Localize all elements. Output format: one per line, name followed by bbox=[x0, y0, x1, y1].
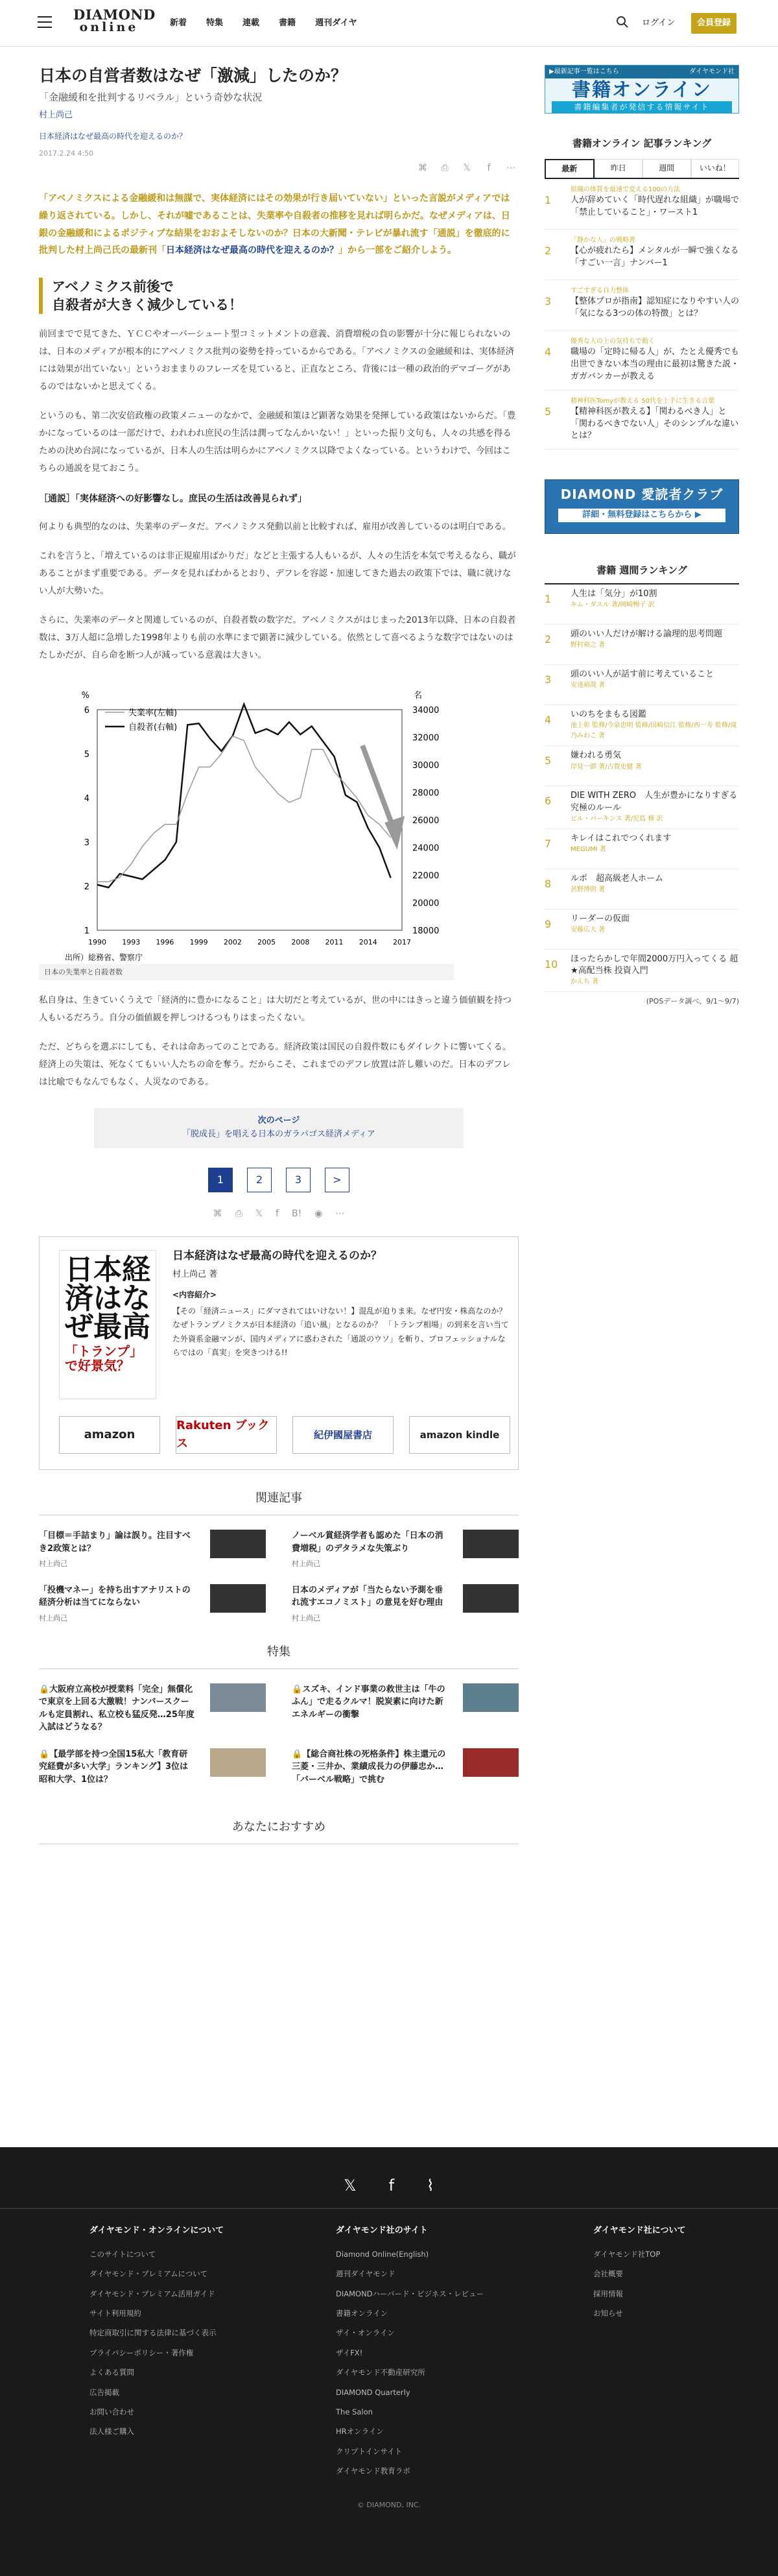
paragraph-3: 何よりも典型的なのは、失業率のデータだ。アベノミクス発動以前と比較すれば、雇用が改善しているのは明白である。 bbox=[39, 521, 512, 532]
related-author: 村上尚己 bbox=[39, 1559, 67, 1569]
y2-tick-label: 22000 bbox=[412, 871, 440, 881]
x-tick-label: 2011 bbox=[325, 937, 344, 946]
share-bar bbox=[39, 162, 519, 175]
pagination bbox=[39, 1168, 519, 1192]
footer-link[interactable]: HRオンライン bbox=[336, 2427, 384, 2437]
footer-col-head: ダイヤモンド・オンラインについて bbox=[89, 2226, 224, 2235]
copyright: © DIAMOND, INC. bbox=[357, 2501, 421, 2510]
book-info bbox=[172, 1247, 510, 1360]
banner-tag: 書籍編集者が発信する情報サイト bbox=[552, 101, 732, 114]
y-tick-label: 5 bbox=[84, 749, 89, 760]
weekly-list bbox=[545, 584, 739, 992]
related-list bbox=[39, 1530, 519, 1624]
lock-icon: 🔒 bbox=[39, 1684, 50, 1694]
footer-link[interactable]: ダイヤモンド不動産研究所 bbox=[336, 2368, 425, 2377]
ranking-title: 職場の「定時に帰る人」が、たとえ優秀でも出世できない本当の理由に最初は驚きた説・ガガバンカーが教える bbox=[571, 347, 740, 381]
ranking-item[interactable]: 2 「静かな人」の戦略書 【心が疲れたら】メンタルが一瞬で強くなる「すごい一言」ナンバー1 bbox=[545, 230, 739, 280]
weekly-item[interactable] bbox=[545, 950, 739, 992]
heading-line2: 自殺者が大きく減少している！ bbox=[52, 297, 242, 313]
footer-link[interactable]: ダイヤモンド・プレミアム活用ガイド bbox=[89, 2289, 215, 2298]
weekly-title: 人生は「気分」が10割 bbox=[571, 589, 657, 599]
heading-line1: アベノミクス前後で bbox=[52, 278, 174, 295]
unemployment-suicide-chart bbox=[39, 677, 493, 963]
feature-title: 大阪府立高校が授業料「完全」無償化で東京を上回る大激戦！ナンバースクールも定員割れ、私立校も猛反発…25年度入試はどうなる？ bbox=[39, 1684, 194, 1733]
weekly-item[interactable] bbox=[545, 665, 739, 705]
print-icon[interactable]: ⎙ bbox=[235, 1208, 242, 1219]
related-thumbnail bbox=[210, 1530, 266, 1558]
tab-yesterday[interactable]: 昨日 bbox=[595, 159, 643, 178]
chart-svg bbox=[39, 677, 493, 963]
footer-col-company bbox=[593, 2224, 778, 2327]
weekly-title: ルポ 超高級老人ホーム bbox=[571, 873, 664, 884]
article-date: 2017.2.24 4:50 bbox=[39, 149, 94, 158]
book-author: 村上尚己 著 bbox=[172, 1269, 218, 1279]
search-icon[interactable] bbox=[616, 16, 629, 29]
weekly-item[interactable] bbox=[545, 705, 739, 746]
weekly-author: かんち 著 bbox=[571, 978, 599, 986]
ranking-label: 優秀な人の上の気持ちで動く bbox=[571, 338, 655, 346]
cover-sub: 「トランプ」で好景気？ bbox=[65, 1343, 143, 1374]
site-footer bbox=[0, 2147, 778, 2576]
x-tick-label: 1993 bbox=[122, 937, 141, 946]
ranking-title: 【心が疲れたら】メンタルが一瞬で強くなる「すごい一言」ナンバー1 bbox=[571, 246, 739, 269]
lead-tail: 」から一部をご紹介しよう。 bbox=[338, 245, 456, 256]
club-banner[interactable] bbox=[545, 479, 739, 534]
y-tick-label: 1 bbox=[84, 926, 89, 936]
footer-link[interactable]: プライバシーポリシー・著作権 bbox=[89, 2348, 194, 2357]
weekly-title: ほったらかしで年間2000万円入ってくる 超★高配当株 投資入門 bbox=[571, 954, 738, 976]
kindle-button[interactable]: amazon kindle bbox=[409, 1416, 510, 1454]
footer-link[interactable]: DIAMONDハーバード・ビジネス・レビュー bbox=[336, 2289, 484, 2298]
weekly-title: 頭のいい人が話す前に考えていること bbox=[571, 669, 714, 680]
footer-link[interactable]: 法人様ご購入 bbox=[89, 2427, 134, 2437]
page-2[interactable]: 2 bbox=[247, 1168, 272, 1192]
weekly-heading: 書籍 週間ランキング bbox=[545, 562, 739, 584]
ranking-label: すごすぎる自力整体 bbox=[571, 287, 629, 295]
weekly-rank: 4 bbox=[545, 714, 552, 727]
weekly-item[interactable] bbox=[545, 584, 739, 625]
feature-thumbnail bbox=[210, 1683, 266, 1712]
feature-thumbnail bbox=[463, 1683, 519, 1712]
footer-link[interactable]: DIAMOND Quarterly bbox=[336, 2387, 410, 2397]
x-tick-label: 2017 bbox=[393, 937, 411, 946]
page-3[interactable]: 3 bbox=[286, 1168, 311, 1192]
rss-icon[interactable]: ⌇ bbox=[427, 2176, 434, 2195]
weekly-author: 安藤広大 著 bbox=[571, 926, 606, 933]
next-title: 「脱成長」を唱える日本のガラパゴス経済メディア bbox=[182, 1129, 375, 1140]
logo-line2: online bbox=[79, 20, 139, 34]
y-tick-label: 6 bbox=[84, 705, 89, 716]
article-subtitle: 「金融緩和を批判するリベラル」という奇妙な状況 bbox=[39, 91, 263, 103]
x-icon[interactable]: 𝕏 bbox=[344, 2176, 357, 2195]
footer-link[interactable]: 広告掲載 bbox=[89, 2387, 119, 2397]
weekly-rank: 2 bbox=[545, 633, 552, 646]
footer-col-about bbox=[89, 2224, 284, 2446]
feature-item[interactable] bbox=[39, 1683, 266, 1734]
x-tick-label: 2014 bbox=[359, 937, 377, 946]
ranking-tabs bbox=[545, 159, 739, 179]
related-author: 村上尚己 bbox=[292, 1559, 320, 1569]
footer-link[interactable]: サイト利用規約 bbox=[89, 2308, 141, 2318]
clip-icon[interactable]: ⌘ bbox=[418, 163, 427, 174]
ranking-label: 組織の体質を最速で変える100の方法 bbox=[571, 186, 681, 194]
feature-title: 【最学部を持つ全国15私大「教育研究経費が多い大学」ランキング】3位は昭和大学、1位は？ bbox=[39, 1749, 189, 1785]
footer-columns bbox=[0, 2208, 778, 2476]
footer-link[interactable]: クリプトインサイト bbox=[336, 2446, 403, 2456]
x-tick-label: 2008 bbox=[291, 937, 310, 946]
weekly-rank: 9 bbox=[545, 917, 552, 930]
weekly-author: キム・ダスル 著/岡崎暢子 訳 bbox=[571, 601, 655, 609]
club-sub: 詳細・無料登録はこちらから ▶ bbox=[558, 509, 725, 522]
y2-tick-label: 32000 bbox=[412, 733, 440, 743]
weekly-title: リーダーの仮面 bbox=[571, 913, 630, 924]
related-thumbnail bbox=[463, 1530, 519, 1558]
ranking-label: 精神科医Tomyが教える 50代を上手に生きる言葉 bbox=[571, 397, 715, 405]
facebook-icon[interactable]: f bbox=[276, 1208, 279, 1219]
feature-item[interactable] bbox=[292, 1683, 519, 1734]
y-axis-unit: % bbox=[81, 690, 89, 701]
footer-link[interactable]: The Salon bbox=[336, 2407, 373, 2416]
y2-tick-label: 18000 bbox=[412, 926, 440, 936]
weekly-author: 安達裕哉 著 bbox=[571, 682, 606, 690]
footer-link[interactable]: よくある質問 bbox=[89, 2368, 134, 2377]
lead-book-link[interactable]: 日本経済はなぜ最高の時代を迎えるのか？ bbox=[166, 245, 338, 256]
ranking-item[interactable]: 4 優秀な人の上の気持ちで動く 職場の「定時に帰る人」が、たとえ優秀でも出世できない本当の理由に最初は驚きた説・ガガバンカーが教える bbox=[545, 331, 739, 391]
related-item[interactable] bbox=[39, 1584, 266, 1624]
series-unemployment-line bbox=[97, 736, 391, 882]
weekly-title: 頭のいい人だけが解ける論理的思考問題 bbox=[571, 629, 723, 640]
paragraph-2: というのも、第二次安倍政権の政策メニューのなかで、金融緩和策ほど顕著な効果を発揮している政策はないからだ。「豊かになっているのは一部だけで、われわれ庶民の生活は潤ってなんかいない！」といった振り文句も、人々の共感を得るための決め台詞になっているが、日本人の生活は明らかにアベノミクス以降でよくなっている。というわけで、今回はこちらの通説を見ておこう。 bbox=[39, 411, 516, 474]
y2-tick-label: 34000 bbox=[412, 705, 440, 716]
footer-link[interactable]: ダイヤモンド・プレミアムについて bbox=[89, 2269, 208, 2279]
weekly-rank: 6 bbox=[545, 795, 552, 808]
y2-tick-label: 20000 bbox=[412, 898, 440, 909]
x-tick-label: 1996 bbox=[156, 937, 174, 946]
weekly-rank: 1 bbox=[545, 593, 552, 606]
y2-tick-label: 26000 bbox=[412, 815, 440, 826]
footer-link[interactable]: 会社概要 bbox=[593, 2269, 623, 2279]
ranking-label: 「静かな人」の戦略書 bbox=[571, 237, 635, 245]
nav-weekly[interactable]: 週刊ダイヤ bbox=[315, 18, 357, 28]
club-name: DIAMOND 愛読者クラブ bbox=[560, 487, 724, 503]
ranking-heading: 書籍オンライン 記事ランキング bbox=[572, 138, 712, 149]
y-tick-label: 3 bbox=[84, 837, 89, 848]
store-links bbox=[59, 1416, 510, 1454]
amazon-button[interactable]: amazon bbox=[59, 1416, 160, 1454]
book-link[interactable]: 日本経済はなぜ最高の時代を迎えるのか？ bbox=[39, 131, 187, 141]
banner-top: ▶最新記事一覧はこちら bbox=[549, 68, 619, 75]
y2-tick-label: 28000 bbox=[412, 788, 440, 799]
paragraph-7: ただ、どちらを選ぶにしても、それは命あってのことである。経済政策は国民の自殺件数にもダイレクトに響いてくる。経済上の失策は、死なくてもいい人たちの命を奪う。だからこそ、これまでのデフレ放置は許し難いのだ。日本のデフレは比喩でもなんでもなく、人災なのである。 bbox=[39, 1042, 512, 1088]
weekly-item[interactable] bbox=[545, 829, 739, 869]
ranking-title: 人が辞めていく「時代遅れな組織」が職場で「禁止していること」・ワースト1 bbox=[571, 195, 740, 218]
banner-name: 書籍オンライン bbox=[571, 78, 713, 101]
weekly-title: DIE WITH ZERO 人生が豊かになりすぎる究極のルール bbox=[571, 791, 738, 813]
related-title: 「投機マネー」を持ち出すアナリストの経済分析は当てにならない bbox=[39, 1585, 191, 1608]
feature-thumbnail bbox=[463, 1748, 519, 1777]
recommend-heading: あなたにおすすめ bbox=[39, 1818, 519, 1844]
x-icon[interactable]: 𝕏 bbox=[255, 1208, 263, 1219]
footer-col-sites bbox=[336, 2224, 530, 2485]
footer-link[interactable]: このサイトについて bbox=[89, 2249, 156, 2259]
banner-brand: ダイヤモンド社 bbox=[689, 68, 735, 75]
feature-item[interactable] bbox=[292, 1748, 519, 1787]
pos-note: (POSデータ調べ、9/1〜9/7) bbox=[646, 997, 739, 1006]
more-icon[interactable]: ⋯ bbox=[335, 1208, 345, 1219]
feature-title: 【総合商社株の死格条件】株主還元の三菱・三井か、業績成長力の伊藤忠か…「バーベル戦略」で挑む bbox=[292, 1749, 446, 1785]
rakuten-button[interactable]: Rakuten ブックス bbox=[176, 1416, 277, 1454]
feature-item[interactable] bbox=[39, 1748, 266, 1787]
related-title: 「目標＝手詰まり」論は誤り。注目すべき2政策とは？ bbox=[39, 1531, 191, 1554]
next-label: 次のページ bbox=[257, 1116, 300, 1126]
footer-col-head: ダイヤモンド社のサイト bbox=[336, 2226, 428, 2235]
y-tick-label: 2 bbox=[84, 882, 89, 892]
weekly-rank: 7 bbox=[545, 837, 552, 850]
kinokuniya-button[interactable]: 紀伊國屋書店 bbox=[292, 1416, 394, 1454]
register-button[interactable]: 会員登録 bbox=[691, 13, 737, 34]
weekly-rank: 5 bbox=[545, 754, 552, 767]
menu-icon[interactable] bbox=[38, 16, 52, 28]
related-title: 日本のメディアが「当たらない予測を垂れ流すエコノミスト」の意見を好む理由 bbox=[292, 1585, 443, 1608]
ranking-item[interactable]: 5 精神科医Tomyが教える 50代を上手に生きる言葉 【精神科医が教える】「関わるべき人」と「関わるべきでない人」そのシンプルな違いとは？ bbox=[545, 391, 739, 450]
book-desc: 【その「経済ニュース」にダマされてはいけない！】混乱が迫りま来。なぜ円安・株高なのか？ なぜトランプノミクスが日本経済の「追い風」となるのか？ 「トランプ相場」の到来を言い当てた外資系金融マンが、国内メディアに惑わされた「通説のウソ」を斬り、プロフェッショナルならではの「真実」を突きつける!! bbox=[172, 1306, 509, 1358]
subheading: ［通説］「実体経済への好影響なし。庶民の生活は改善見られず」 bbox=[39, 494, 307, 505]
weekly-author: MEGUMI 著 bbox=[571, 846, 606, 853]
y2-tick-label: 24000 bbox=[412, 843, 440, 854]
feature-title: スズキ、インド事業の救世主は「牛のふん」で走るクルマ！脱炭素に向けた新エネルギーの衝撃 bbox=[292, 1684, 445, 1720]
related-thumbnail bbox=[210, 1584, 266, 1613]
hatena-icon[interactable]: B! bbox=[291, 1208, 302, 1219]
paragraph-6: 私自身は、生きていくうえで「経済的に豊かになること」は大切だと考えているが、世の中にはきっと違う価値観を持つ人もいるだろう。自分の価値観を押しつけるつもりはまったくない。 bbox=[39, 995, 512, 1024]
footer-link[interactable]: 週刊ダイヤモンド bbox=[336, 2269, 395, 2279]
weekly-author: 野村裕之 著 bbox=[571, 642, 606, 649]
print-icon[interactable]: ⎙ bbox=[441, 163, 449, 174]
footer-link[interactable]: ザイ・オンライン bbox=[336, 2328, 395, 2338]
weekly-author: ビル・パーキンス 著/児島 修 訳 bbox=[571, 815, 663, 823]
next-page-link[interactable] bbox=[94, 1108, 464, 1148]
book-promo bbox=[39, 1236, 519, 1470]
lead-text: 「アベノミクスによる金融緩和は無謀で、実体経済にはその効果が行き届いていない」といった言説がメディアでは繰り返されている。しかし、それが嘘であることは、失業率や自殺者の推移を見れば明らかだ。なぜメディアは、日銀の金融緩和によるポジティブな結果をおおよそしないのか？日本の大新聞・テレビが暴れ流す「通説」を徹底的に批判した村上尚己氏の最新刊「 bbox=[39, 193, 510, 256]
feature-thumbnail bbox=[210, 1748, 266, 1777]
weekly-item[interactable] bbox=[545, 909, 739, 950]
y2-axis-unit: 名 bbox=[414, 690, 423, 701]
related-author: 村上尚己 bbox=[292, 1613, 320, 1622]
line-icon[interactable]: ◉ bbox=[314, 1208, 323, 1219]
x-tick-label: 2002 bbox=[223, 937, 242, 946]
footer-link[interactable]: ダイヤモンド社TOP bbox=[593, 2249, 661, 2259]
social-links bbox=[0, 2173, 778, 2198]
footer-link[interactable]: 特定商取引に関する法律に基づく表示 bbox=[89, 2328, 217, 2338]
chart-source: 出所）総務省、警察庁 bbox=[65, 952, 143, 962]
site-header bbox=[0, 0, 778, 47]
x-icon[interactable]: 𝕏 bbox=[463, 163, 471, 174]
nav-feature[interactable]: 特集 bbox=[206, 18, 224, 28]
related-item[interactable] bbox=[292, 1584, 519, 1624]
x-tick-label: 2005 bbox=[257, 937, 276, 946]
weekly-item[interactable] bbox=[545, 786, 739, 828]
footer-link[interactable]: ザイFX! bbox=[336, 2348, 363, 2357]
nav-series[interactable]: 連載 bbox=[242, 18, 260, 28]
clip-icon[interactable]: ⌘ bbox=[213, 1208, 222, 1219]
paragraph-1: 前回までで見てきた、ＹＣＣやオーバーシュート型コミットメントの意義、消費増税の負の影響が十分に報じられないのは、日本のメディアが根本的にアベノミクス批判の姿勢を持っているからである。「アベノミクスの金融緩和は、実体経済には効果が出ていない」というおままりのフレーズを見ていると、正直なところ、背後には一種の政治的デマゴーグがあるのではないかと思えてくる。 bbox=[39, 329, 515, 392]
facebook-icon[interactable]: f bbox=[388, 2176, 395, 2195]
footer-col-head: ダイヤモンド社について bbox=[593, 2226, 686, 2235]
plot-frame bbox=[97, 710, 402, 930]
sidebar bbox=[545, 65, 739, 1007]
related-item[interactable] bbox=[39, 1530, 266, 1570]
chart-caption: 日本の失業率と自殺者数 bbox=[39, 964, 454, 981]
page-1[interactable]: 1 bbox=[208, 1168, 233, 1192]
features-list bbox=[39, 1683, 519, 1787]
x-tick-label: 1990 bbox=[88, 937, 106, 946]
weekly-item[interactable] bbox=[545, 625, 739, 665]
related-thumbnail bbox=[463, 1584, 519, 1613]
footer-link[interactable]: お知らせ bbox=[593, 2308, 623, 2318]
ranking-title: 【精神科医が教える】「関わるべき人」と「関わるべきでない人」そのシンプルな違いとは？ bbox=[571, 406, 739, 441]
logo-line1: DIAMOND bbox=[73, 6, 156, 23]
footer-link[interactable]: Diamond Online(English) bbox=[336, 2249, 429, 2259]
facebook-icon[interactable]: f bbox=[487, 163, 491, 174]
weekly-title: キレイはこれでつくれます bbox=[571, 833, 672, 843]
book-title[interactable]: 日本経済はなぜ最高の時代を迎えるのか？ bbox=[172, 1249, 382, 1263]
weekly-rank: 8 bbox=[545, 877, 552, 890]
legend-label-unemployment: 失業率(左軸) bbox=[128, 708, 178, 718]
lock-icon: 🔒 bbox=[39, 1749, 50, 1759]
footer-link[interactable]: ダイヤモンド教育ラボ bbox=[336, 2466, 410, 2476]
y-tick-label: 4 bbox=[84, 793, 89, 804]
nav-new[interactable]: 新着 bbox=[170, 18, 187, 28]
tab-weekly[interactable]: 週間 bbox=[642, 159, 691, 178]
weekly-title: いのちをまもる図鑑 bbox=[571, 710, 647, 720]
ranking-item[interactable]: 3 すごすぎる自力整体 【整体プロが指南】認知症になりやすい人の「気になる3つの体の特徴」とは？ bbox=[545, 280, 739, 331]
more-icon[interactable]: ⋯ bbox=[506, 163, 515, 174]
features-heading: 特集 bbox=[39, 1643, 519, 1669]
site-logo[interactable] bbox=[73, 6, 156, 34]
footer-link[interactable]: お問い合わせ bbox=[89, 2407, 134, 2416]
weekly-rank: 10 bbox=[545, 957, 558, 970]
article-main bbox=[39, 65, 519, 1844]
article-author[interactable]: 村上尚己 bbox=[39, 110, 73, 120]
related-item[interactable] bbox=[292, 1530, 519, 1570]
article-lead bbox=[39, 190, 519, 259]
nav-books[interactable]: 書籍 bbox=[279, 18, 296, 28]
ranking-item[interactable]: 1 組織の体質を最速で変える100の方法 人が辞めていく「時代遅れな組織」が職場で「禁止していること」・ワースト1 bbox=[545, 179, 739, 230]
weekly-author: 岸見一郎 著/古賀史健 著 bbox=[571, 763, 642, 771]
lock-icon: 🔒 bbox=[292, 1684, 303, 1694]
section-heading bbox=[39, 278, 519, 315]
book-online-banner[interactable] bbox=[545, 65, 739, 114]
paragraph-4: これを言うと、「増えているのは非正規雇用ばかりだ」などと主張する人もいるが、人々の生活を本気で考えるなら、職があることがまず重要である。データを見ればわかるとおり、デフレを容認・加速してきた過去の政策下では、職に就けない人が大勢いた。 bbox=[39, 550, 516, 596]
lock-icon: 🔒 bbox=[292, 1749, 303, 1759]
footer-link[interactable]: 書籍オンライン bbox=[336, 2308, 388, 2318]
weekly-author: 池上彰 監修/今泉忠明 監修/国崎信江 監修/西一寿 監修/滝乃みわこ 著 bbox=[571, 722, 737, 740]
footer-link[interactable]: 採用情報 bbox=[593, 2289, 623, 2298]
legend-label-suicides: 自殺者(右軸) bbox=[128, 722, 178, 732]
paragraph-5: さらに、失業率のデータと関連しているのが、自殺者数の数字だ。アベノミクスがはじまった2013年以降、日本の自殺者数は、3万人超に急増した1998年よりも前の水準にまで顕著に減少している。依然として喜べるような数字ではないのはたしかだが、自ら命を断つ人が減っている意義は大きい。 bbox=[39, 614, 516, 660]
weekly-rank: 3 bbox=[545, 673, 552, 686]
global-nav bbox=[170, 17, 357, 30]
weekly-item[interactable] bbox=[545, 869, 739, 909]
page-next[interactable]: > bbox=[325, 1168, 349, 1192]
book-cover[interactable] bbox=[59, 1250, 156, 1399]
weekly-author: 甚野博則 著 bbox=[571, 886, 606, 893]
tab-latest[interactable]: 最新 bbox=[545, 159, 595, 178]
cover-title: 日本経済はなぜ最高 bbox=[65, 1253, 150, 1344]
login-link[interactable]: ログイン bbox=[642, 18, 676, 28]
related-heading: 関連記事 bbox=[39, 1489, 519, 1515]
tab-likes[interactable]: いいね！ bbox=[691, 159, 740, 178]
x-tick-label: 1999 bbox=[189, 937, 208, 946]
y2-tick-label: 30000 bbox=[412, 760, 440, 771]
book-contents-label: <内容紹介> bbox=[172, 1290, 217, 1300]
article-title: 日本の自営者数はなぜ「激減」したのか？ bbox=[39, 66, 348, 85]
related-title: ノーベル賞経済学者も認めた「日本の消費増税」のデタラメな失策ぶり bbox=[292, 1531, 443, 1554]
related-author: 村上尚己 bbox=[39, 1613, 67, 1622]
weekly-title: 嫌われる勇気 bbox=[571, 751, 622, 761]
share-bar-bottom bbox=[39, 1207, 519, 1221]
weekly-item[interactable] bbox=[545, 746, 739, 786]
ranking-title: 【整体プロが指南】認知症になりやすい人の「気になる3つの体の特徴」とは？ bbox=[571, 296, 740, 319]
